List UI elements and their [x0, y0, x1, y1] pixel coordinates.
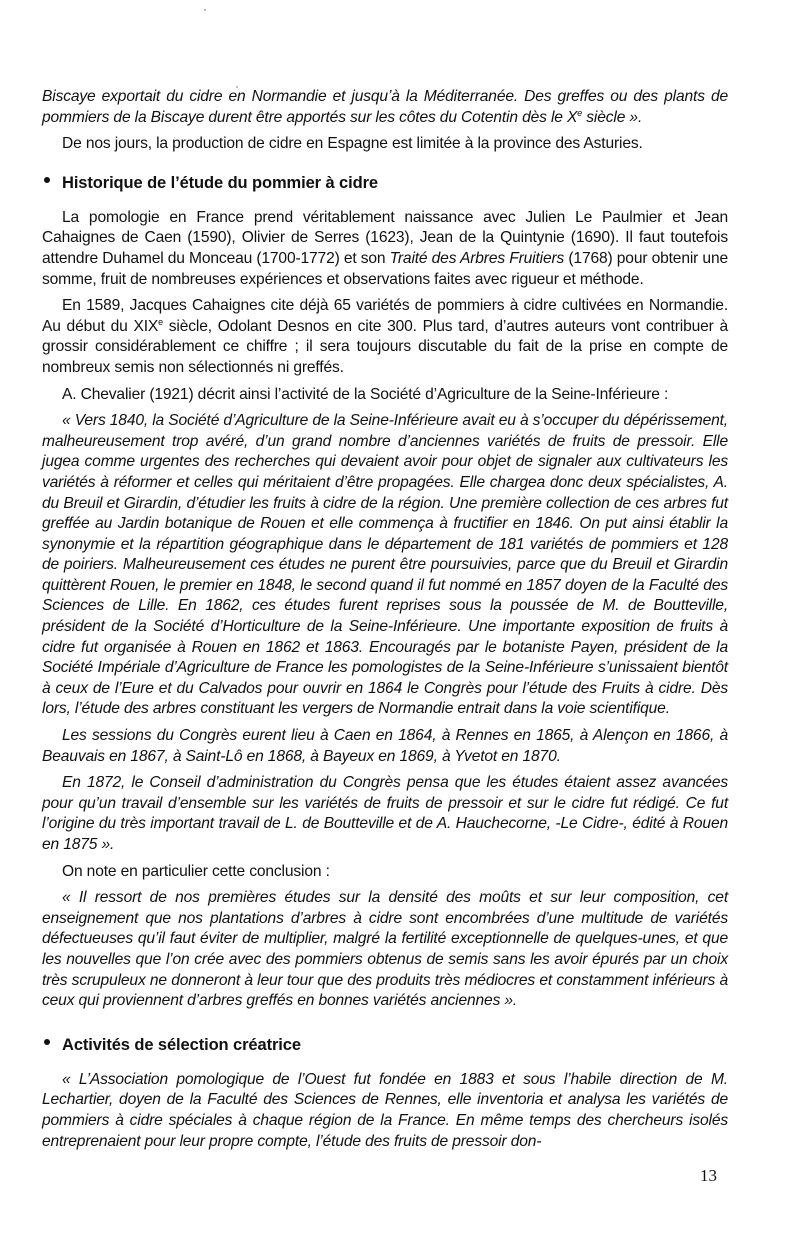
page-number: 13	[700, 1166, 717, 1185]
quote-sessions: Les sessions du Congrès eurent lieu à Caen en 1864, à Rennes en 1865, à Alençon en 1866, à Beauvais en 1867, à Saint-Lô en 1868, à Bayeux en 1869, à Yvetot en 1870.	[42, 727, 728, 765]
bullet-icon	[44, 1039, 50, 1045]
paragraph-conclusion-intro: On note en particulier cette conclusion :	[62, 862, 330, 880]
heading-text: Historique de l’étude du pommier à cidre	[62, 173, 378, 192]
section-heading-selection	[42, 1034, 728, 1056]
text: En 1589, Jacques Cahaignes cite déjà 65 variétés de pommiers à cidre cultivées en Normandie. Au début du XIX	[42, 297, 728, 335]
quote-1872: En 1872, le Conseil d’administration du Congrès pensa que les études étaient assez avancées pour qu’un travail d’ensemble sur les variétés de fruits de pressoir et sur le cidre fut rédigé. Ce fut l’origine du très important travail de L. de Boutteville et de A. Hauchecorne, -Le Cidre-, édité à Rouen en 1875 ».	[42, 774, 728, 853]
quote-association: « L’Association pomologique de l’Ouest fut fondée en 1883 et sous l’habile direction de M. Lechartier, doyen de la Faculté des Sciences de Rennes, elle inventoria et analysa les variétés de pommiers à cidre spéciales à chaque région de la France. En même temps des chercheurs isolés entreprenaient pour leur propre compte, l’étude des fruits de pressoir don-	[42, 1070, 728, 1150]
quote-vers-1840: « Vers 1840, la Société d’Agriculture de la Seine-Inférieure avait eu à s’occuper du dépérissement, malheureusement trop avéré, d’un grand nombre d’anciennes variétés de fruits de pressoir. Elle jugea comme urgentes des recherches qui devaient avoir pour objet de signaler aux cultivateurs les variétés à réformer et celles qui méritaient d’être propagées. Elle chargea donc deux spécialistes, A. du Breuil et Girardin, d’étudier les fruits à cidre de la région. Une première collection de ces arbres fut greffée au Jardin botanique de Rouen et elle commença à fructifier en 1846. On put ainsi établir la synonymie et la répartition géographique dans le département de 181 variétés de pommiers et 128 de poiriers. Malheureusement ces études ne purent être poursuivies, parce que du Breuil et Girardin quittèrent Rouen, le premier en 1848, le second quand il fut nommé en 1857 doyen de la Faculté des Sciences de Lille. En 1862, ces études furent reprises sous la poussée de M. de Boutteville, président de la Société d’Horticulture de la Seine-Inférieure. Une importante exposition de fruits à cidre fut organisée à Rouen en 1862 et 1863. Encouragés par le botaniste Payen, président de la Société Impériale d’Agriculture de France les pomologistes de la Seine-Inférieure s’unissaient bientôt à ceux de l’Eure et du Calvados pour ouvrir en 1864 le Congrès pour l’étude des Fruits à cidre. Dès lors, l’étude des arbres constituant les vergers de Normandie entrait dans la voie scientifique.	[42, 412, 728, 718]
paragraph-pomologie	[42, 208, 728, 290]
text: siècle, Odolant Desnos en cite 300. Plus tard, d’autres auteurs vont contribuer à grossir considérablement ce chiffre ; il sera toujours discutable du fait de la prise en compte de nombreux semis non sélectionnés ni greffés.	[42, 317, 729, 376]
quote-text: Biscaye exportait du cidre en Normandie et jusqu’à la Méditerranée. Des greffes ou des plants de pommiers de la Biscaye durent être apportés sur les côtes du Cotentin dès le X	[42, 88, 728, 126]
quote-continuation	[42, 87, 728, 128]
quote-text-tail: siècle ».	[582, 108, 643, 126]
paragraph-spain: De nos jours, la production de cidre en Espagne est limitée à la province des Asturies.	[62, 135, 643, 153]
superscript: e	[158, 316, 163, 327]
text: La pomologie en France prend véritablement naissance avec Julien Le Paulmier et Jean Cahaignes de Caen (1590), Olivier de Serres (1623), Jean de la Quintynie (1690). Il faut toutefois attendre Duhamel du Monceau (1700-1772) et son	[42, 208, 728, 267]
bullet-icon	[44, 177, 50, 183]
section-heading-historique	[42, 172, 728, 194]
scan-speck	[204, 9, 206, 11]
superscript: e	[577, 107, 583, 118]
document-page	[42, 87, 728, 1152]
book-title: Traité des Arbres Fruitiers	[389, 249, 565, 267]
quote-conclusion: « Il ressort de nos premières études sur la densité des moûts et sur leur composition, cet enseignement que nos plantations d’arbres à cidre sont encombrées d’une multitude de variétés défectueuses qu’il faut éviter de multiplier, malgré la fertilité exceptionnelle de quelques-unes, et que les nouvelles que l’on crée avec des pommiers obtenus de semis sans les avoir épurés par un choix très scrupuleux ne donneront à leur tour que des produits très médiocres et constamment inférieurs à ceux qui proviennent d’arbres greffés en bonnes variétés anciennes ».	[42, 889, 728, 1010]
text: (1768) pour obtenir une somme, fruit de nombreuses expériences et observations faites avec rigueur et méthode.	[42, 249, 728, 288]
paragraph-cahaignes	[42, 296, 728, 378]
heading-text: Activités de sélection créatrice	[62, 1035, 301, 1054]
paragraph-chevalier: A. Chevalier (1921) décrit ainsi l’activité de la Société d’Agriculture de la Seine-Inférieure :	[62, 385, 669, 403]
